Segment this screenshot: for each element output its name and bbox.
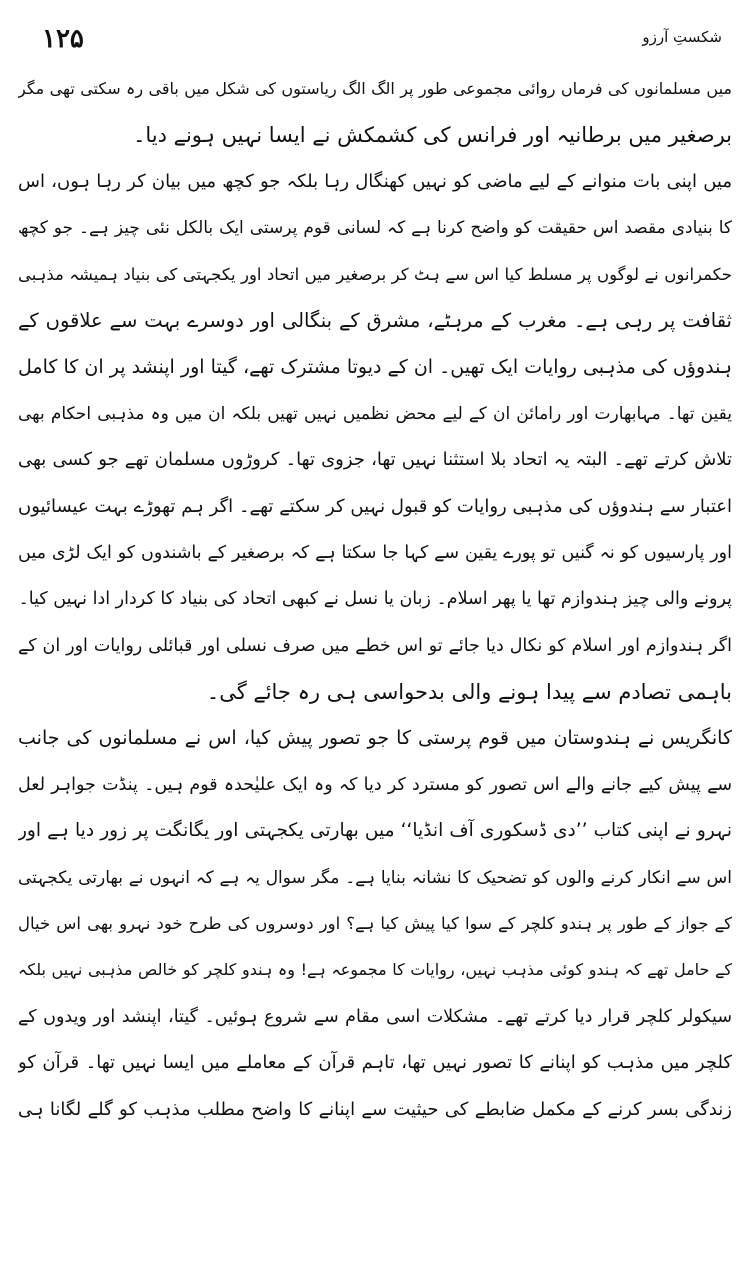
text-line: کے جواز کے طور پر ہندو کلچر کے سوا کیا پیش کیا ہے؟ اور دوسروں کی طرح خود نہرو بھی اس خیال (18, 914, 732, 934)
text-line: اعتبار سے ہندوؤں کی مذہبی روایات کو قبول نہیں کر سکتے تھے۔ اگر ہم تھوڑے بہت عیسائیوں (18, 495, 732, 517)
text-line: زندگی بسر کرنے کے مکمل ضابطے کی حیثیت سے اپنانے کا واضح مطلب مذہب کو گلے لگانا ہی (18, 1098, 732, 1120)
text-line: حکمرانوں نے لوگوں پر مسلط کیا اس سے ہٹ کر برصغیر میں اتحاد اور یکجہتی کی بنیاد ہمیشہ مذہبی (18, 264, 732, 284)
text-line: کلچر میں مذہب کو اپنانے کا تصور نہیں تھا، تاہم قرآن کے معاملے میں ایسا نہیں تھا۔ قرآن کو (18, 1052, 732, 1074)
text-line: نہرو نے اپنی کتاب ’’دی ڈسکوری آف انڈیا‘‘ میں بھارتی یکجہتی اور یگانگت پر زور دیا ہے اور (18, 820, 732, 842)
text-line: تلاش کرتے تھے۔ البتہ یہ اتحاد بلا استثنا نہیں تھا، جزوی تھا۔ کروڑوں مسلمان تھے جو کسی بھی (18, 449, 732, 471)
body-text (18, 66, 732, 1133)
text-line: کا بنیادی مقصد اس حقیقت کو واضح کرنا ہے کہ لسانی قوم پرستی ایک بالکل نئی چیز ہے۔ جو کچھ (18, 218, 732, 239)
text-line: پرونے والی چیز ہندوازم تھا یا پھر اسلام۔ زبان یا نسل نے کبھی اتحاد کی بنیاد کا کردار ادا نہیں کیا۔ (18, 589, 732, 610)
page-number: ۱۲۵ (42, 24, 84, 54)
text-line: برصغیر میں برطانیہ اور فرانس کی کشمکش نے ایسا نہیں ہونے دیا۔ (133, 123, 732, 148)
text-line: یقین تھا۔ مہابھارت اور رامائن ان کے لیے محض نظمیں نہیں تھیں بلکہ ان میں وہ مذہبی احکام بھی (18, 403, 732, 424)
text-line: اس سے انکار کرنے والوں کو تضحیک کا نشانہ بنایا ہے۔ مگر سوال یہ ہے کہ انہوں نے بھارتی یکجہتی (18, 867, 732, 888)
text-line: ثقافت پر رہی ہے۔ مغرب کے مرہٹے، مشرق کے بنگالی اور دوسرے بہت سے علاقوں کے (18, 308, 732, 332)
text-line: اگر ہندوازم اور اسلام کو نکال دیا جائے تو اس خطے میں صرف نسلی اور قبائلی روایات اور ان کے (18, 635, 732, 656)
text-line: کے حامل تھے کہ ہندو کوئی مذہب نہیں، روایات کا مجموعہ ہے! وہ ہندو کلچر کو خالص مذہبی نہیں بلکہ (18, 960, 732, 980)
text-line: سیکولر کلچر قرار دیا کرتے تھے۔ مشکلات اسی مقام سے شروع ہوئیں۔ گیتا، اپنشد اور ویدوں کے (18, 1006, 732, 1027)
running-title: شکستِ آرزو (642, 28, 722, 46)
text-line: سے پیش کیے جانے والے اس تصور کو مسترد کر دیا کہ وہ ایک علیٰحدہ قوم ہیں۔ پنڈت جواہر لعل (18, 774, 732, 795)
text-line: باہمی تصادم سے پیدا ہونے والی بدحواسی ہی رہ جائے گی۔ (206, 680, 732, 705)
text-line: کانگریس نے ہندوستان میں قوم پرستی کا جو تصور پیش کیا، اس نے مسلمانوں کی جانب (18, 727, 732, 750)
page-header (28, 24, 722, 64)
text-line: میں مسلمانوں کی فرماں روائی مجموعی طور پر الگ الگ ریاستوں کی شکل میں باقی رہ سکتی تھی مگر (18, 79, 732, 98)
text-line: ہندوؤں کی مذہبی روایات ایک تھیں۔ ان کے دیوتا مشترک تھے، گیتا اور اپنشد پر ان کا کامل (18, 356, 732, 379)
text-line: میں اپنی بات منوانے کے لیے ماضی کو نہیں کھنگال رہا بلکہ جو کچھ میں بیان کر رہا ہوں، اس (18, 170, 732, 192)
text-line: اور پارسیوں کو نہ گنیں تو پورے یقین سے کہا جا سکتا ہے کہ برصغیر کے باشندوں کو ایک لڑی میں (18, 542, 732, 563)
